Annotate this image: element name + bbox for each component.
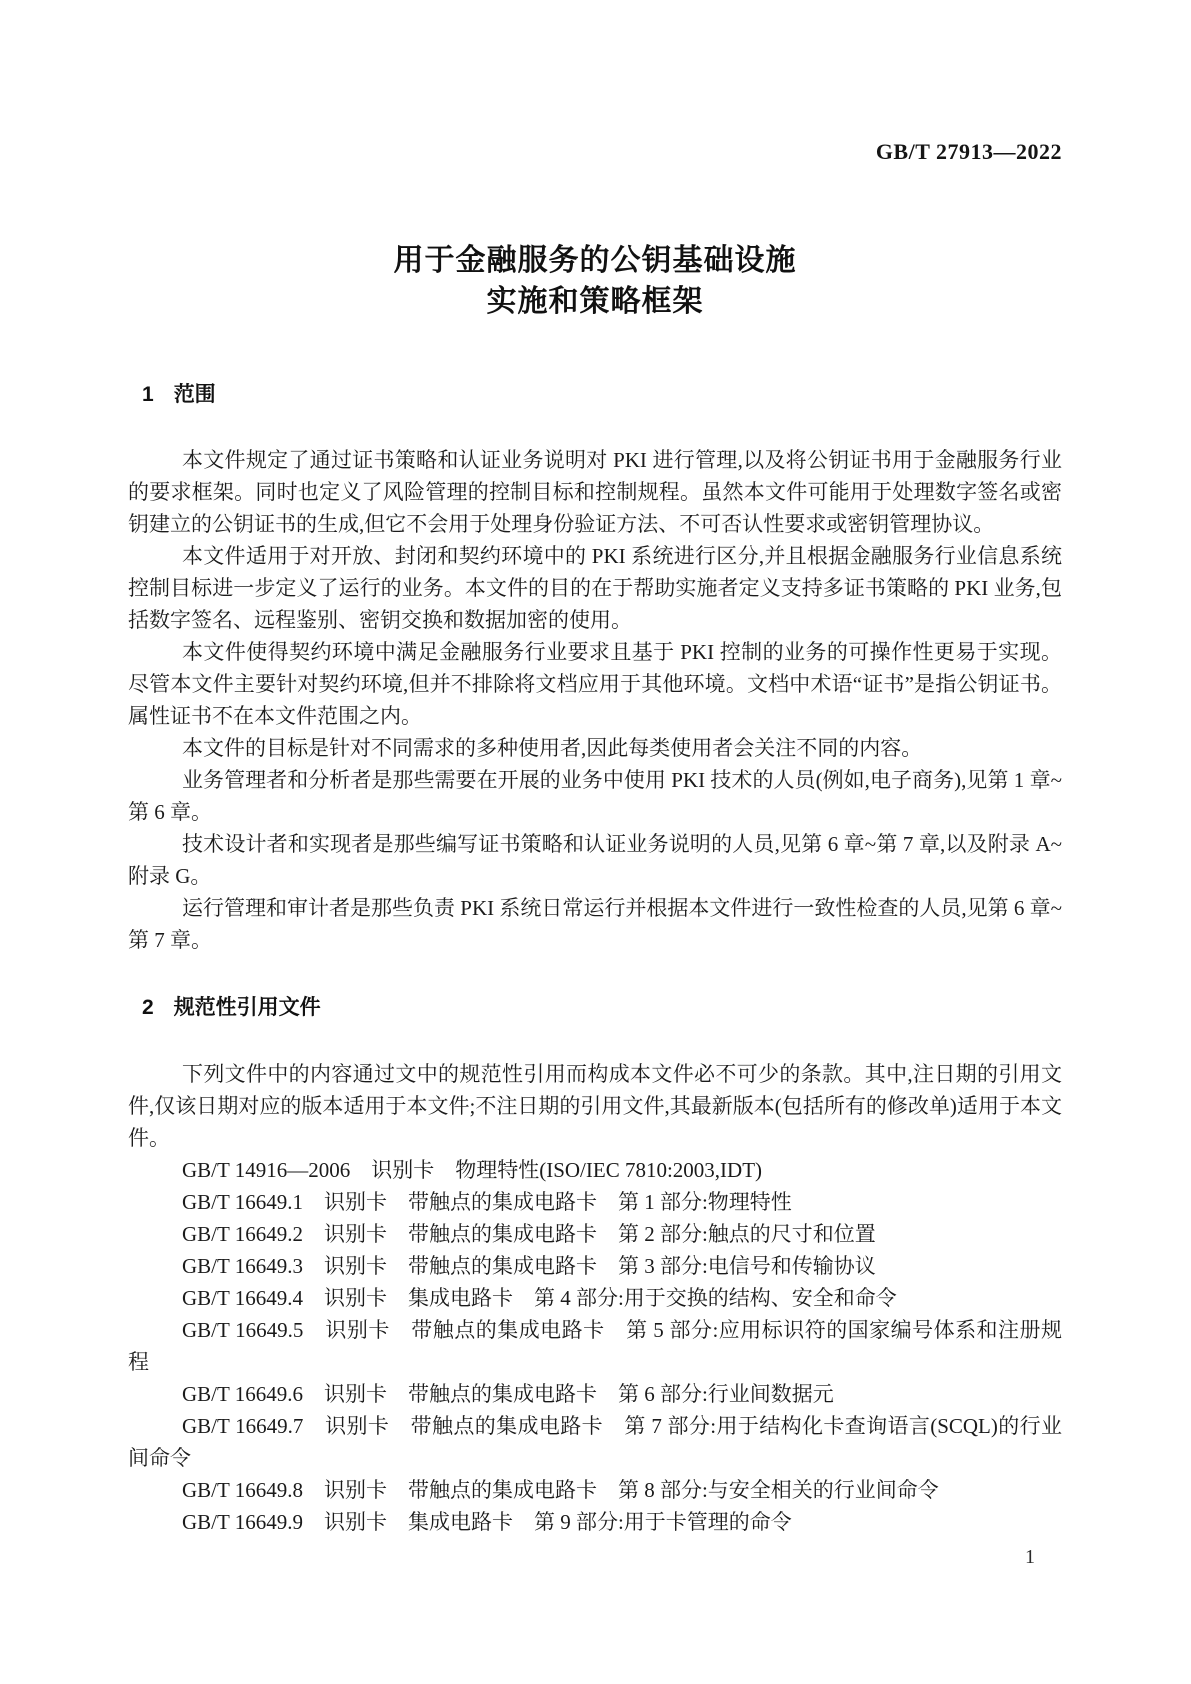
section-2-title: 规范性引用文件: [173, 996, 321, 1019]
scope-paragraph: 业务管理者和分析者是那些需要在开展的业务中使用 PKI 技术的人员(例如,电子商务),见第 1 章~第 6 章。: [128, 768, 1062, 824]
reference-item: GB/T 16649.2 识别卡 带触点的集成电路卡 第 2 部分:触点的尺寸和位置: [182, 1222, 876, 1246]
normative-references-intro: 下列文件中的内容通过文中的规范性引用而构成本文件必不可少的条款。其中,注日期的引用文件,仅该日期对应的版本适用于本文件;不注日期的引用文件,其最新版本(包括所有的修改单)适用于本文件。: [128, 1062, 1062, 1150]
section-1-heading: [128, 378, 1062, 412]
reference-item: GB/T 16649.8 识别卡 带触点的集成电路卡 第 8 部分:与安全相关的行业间命令: [182, 1478, 939, 1502]
reference-item: GB/T 16649.5 识别卡 带触点的集成电路卡 第 5 部分:应用标识符的国家编号体系和注册规程: [128, 1318, 1062, 1374]
document-title-line-1: 用于金融服务的公钥基础设施: [393, 244, 797, 277]
section-2-heading: [128, 991, 1062, 1025]
reference-item: GB/T 16649.1 识别卡 带触点的集成电路卡 第 1 部分:物理特性: [182, 1190, 792, 1214]
document-body: [128, 378, 1062, 1538]
scope-paragraph: 技术设计者和实现者是那些编写证书策略和认证业务说明的人员,见第 6 章~第 7 章,以及附录 A~附录 G。: [128, 832, 1062, 888]
reference-item: GB/T 16649.7 识别卡 带触点的集成电路卡 第 7 部分:用于结构化卡查询语言(SCQL)的行业间命令: [128, 1414, 1062, 1470]
reference-item: GB/T 16649.3 识别卡 带触点的集成电路卡 第 3 部分:电信号和传输协议: [182, 1254, 876, 1278]
document-title-line-2: 实施和策略框架: [486, 285, 704, 318]
section-1-title: 范围: [173, 383, 216, 406]
section-2-number: 2: [142, 996, 154, 1019]
reference-item: GB/T 16649.4 识别卡 集成电路卡 第 4 部分:用于交换的结构、安全和命令: [182, 1286, 897, 1310]
scope-paragraph: 本文件的目标是针对不同需求的多种使用者,因此每类使用者会关注不同的内容。: [182, 736, 923, 760]
scope-paragraph: 本文件规定了通过证书策略和认证业务说明对 PKI 进行管理,以及将公钥证书用于金融服务行业的要求框架。同时也定义了风险管理的控制目标和控制规程。虽然本文件可能用于处理数字签名或密钥建立的公钥证书的生成,但它不会用于处理身份验证方法、不可否认性要求或密钥管理协议。: [128, 448, 1062, 536]
document-title: [128, 240, 1062, 322]
reference-item: GB/T 14916—2006 识别卡 物理特性(ISO/IEC 7810:2003,IDT): [182, 1158, 763, 1182]
standard-number: GB/T 27913—2022: [875, 139, 1062, 164]
scope-paragraph: 本文件适用于对开放、封闭和契约环境中的 PKI 系统进行区分,并且根据金融服务行业信息系统控制目标进一步定义了运行的业务。本文件的目的在于帮助实施者定义支持多证书策略的 PKI 业务,包括数字签名、远程鉴别、密钥交换和数据加密的使用。: [128, 544, 1062, 632]
page-number: 1: [1025, 1546, 1035, 1568]
scope-paragraph: 本文件使得契约环境中满足金融服务行业要求且基于 PKI 控制的业务的可操作性更易于实现。尽管本文件主要针对契约环境,但并不排除将文档应用于其他环境。文档中术语“证书”是指公钥证书。属性证书不在本文件范围之内。: [128, 640, 1062, 728]
reference-item: GB/T 16649.9 识别卡 集成电路卡 第 9 部分:用于卡管理的命令: [182, 1510, 792, 1534]
reference-item: GB/T 16649.6 识别卡 带触点的集成电路卡 第 6 部分:行业间数据元: [182, 1382, 834, 1406]
scope-paragraph: 运行管理和审计者是那些负责 PKI 系统日常运行并根据本文件进行一致性检查的人员,见第 6 章~第 7 章。: [128, 896, 1062, 952]
section-1-number: 1: [142, 383, 154, 406]
